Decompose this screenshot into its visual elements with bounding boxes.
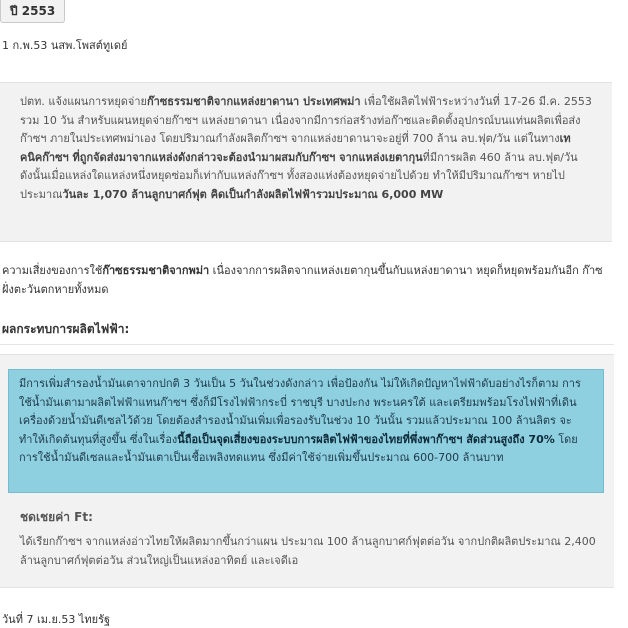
announcement-bold: เทคนิคก๊าซฯ ที่ถูกจัดส่งมาจากแหล่งดังกล่าวจะต้องนำมาผสมกับก๊าซฯ จากแหล่งเยตากุน <box>20 132 571 164</box>
impact-heading: ผลกระทบการผลิตไฟฟ้า: <box>2 322 130 336</box>
announcement-bold: วันละ 1,070 ล้านลูกบาศก์ฟุต คิดเป็นกำลังผลิตไฟฟ้ารวมประมาณ 6,000 MW <box>62 187 444 201</box>
impact-text: โดยการใช้น้ำมันดีเซลและน้ำมันเตาเป็นเชื้อเพลิงทดแทน ซึ่งมีค่าใช้จ่ายเพิ่มขึ้นประมาณ 600-700 ล้านบาท <box>19 432 578 465</box>
risk-bold: ก๊าซธรรมชาติจากพม่า <box>102 264 210 277</box>
announcement-bold: ก๊าซธรรมชาติจากแหล่งยาดานา ประเทศพม่า <box>146 95 361 108</box>
ft-heading: ชดเชยค่า Ft: <box>20 510 93 524</box>
impact-bold: นี้ถือเป็นจุดเสี่ยงของระบบการผลิตไฟฟ้าของไทยที่พึ่งพาก๊าซฯ สัดส่วนสูงถึง 70% <box>177 432 555 446</box>
impact-text: มีการเพิ่มสำรองน้ำมันเตาจากปกติ 3 วันเป็น 5 วันในช่วงดังกล่าว เพื่อป้องกัน ไม่ให้เกิดปัญหาไฟฟ้าดับอย่างไรก็ตาม การใช้น้ำมันเตามาผลิตไฟฟ้าแทนก๊าซฯ ซึ่งก็มีโรงไฟฟ้ากระบี่ ราชบุรี บางปะกง พระนครใต้ และเตรียมพร้อมโรงไฟฟ้าที่เดินเครื่องด้วยน้ำมันดีเซลไว้ด้วย โดยต้องสำรองน้ำมันเพิ่มเพื่อรองรับในช่วง 10 วันนั้น รวมแล้วประมาณ 100 ล้านลิตร จะทำให้เกิดต้นทุนที่สูงขึ้น ซึ่งในเรื่อง <box>19 377 581 446</box>
announcement-text: ที่มีการผลิต 460 ล้าน ลบ.ฟุต/วัน ดังนั้นเมื่อแหล่งใดแหล่งหนึ่งหยุดซ่อมก็เท่ากับแหล่งก๊าซฯ ทั้งสองแห่งต้องหยุดจ่ายไปด้วย ทำให้มีปริมาณก๊าซฯ หายไปประมาณ <box>20 150 578 201</box>
risk-paragraph <box>2 262 610 299</box>
announcement-box <box>0 82 612 242</box>
entry-date-source: 1 ก.พ.53 นสพ.โพสต์ทูเดย์ <box>2 39 128 52</box>
risk-text: เนื่องจากการผลิตจากแหล่งเยตากุนขึ้นกับแหล่งยาดานา หยุดก็หยุดพร้อมกันอีก ก๊าซฝั่งตะวันตกหายทั้งหมด <box>2 264 603 296</box>
ft-text: ได้เรียกก๊าซฯ จากแหล่งอ่าวไทยให้ผลิตมากขึ้นกว่าแผน ประมาณ 100 ล้านลูกบาศก์ฟุตต่อวัน จากปกติผลิตประมาณ 2,400 ล้านลูกบาศก์ฟุตต่อวัน ส่วนใหญ่เป็นแหล่งอาทิตย์ และเจดีเอ <box>20 535 596 567</box>
risk-text: ความเสี่ยงของการใช้ <box>2 264 103 277</box>
announcement-text: เพื่อใช้ผลิตไฟฟ้าระหว่างวันที่ 17-26 มี.ค. 2553 รวม 10 วัน สำหรับแผนหยุดจ่ายก๊าซฯ แหล่งยาดานา เนื่องจากมีการก่อสร้างท่อก๊าซและติดตั้งอุปกรณ์บนแท่นผลิตเพื่อส่งก๊าซฯ ภายในประเทศพม่าเอง โดยปริมาณกำลังผลิตก๊าซฯ จากแหล่งยาดานาจะอยู่ที่ 700 ล้าน ลบ.ฟุต/วัน แต่ในทาง <box>20 95 592 146</box>
year-tab-button[interactable]: ปี 2553 <box>0 0 65 23</box>
section-divider <box>0 344 614 345</box>
announcement-text: ปตท. แจ้งแผนการหยุดจ่าย <box>20 95 147 108</box>
entry-date-source: วันที่ 7 เม.ย.53 ไทยรัฐ <box>2 613 111 626</box>
impact-highlight-box <box>8 369 604 493</box>
impact-section <box>0 354 614 588</box>
